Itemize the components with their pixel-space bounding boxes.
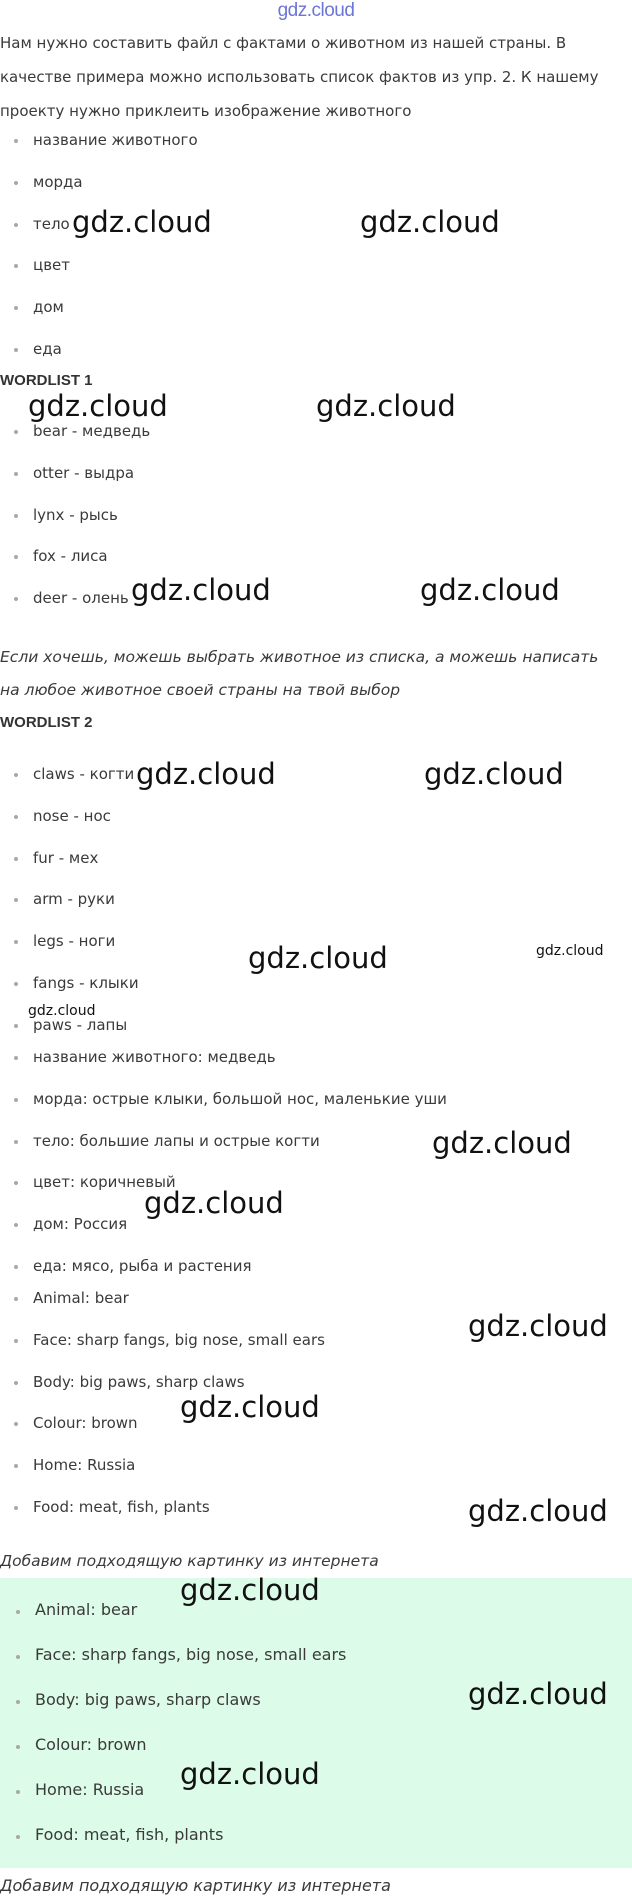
list-item: Body: big paws, sharp claws <box>0 1372 600 1414</box>
watermark: gdz.cloud <box>468 1309 608 1343</box>
list-item: тело <box>0 214 600 256</box>
watermark: gdz.cloud <box>248 941 388 975</box>
list-item: lynx - рысь <box>0 505 600 547</box>
list-item: Face: sharp fangs, big nose, small ears <box>0 1645 600 1690</box>
list-item: claws - когти <box>0 764 600 806</box>
list-item: fox - лиса <box>0 546 600 588</box>
list-item: Colour: brown <box>0 1413 600 1455</box>
list-item: название животного: медведь <box>0 1047 600 1089</box>
list-item: морда: острые клыки, большой нос, маленькие уши <box>0 1089 600 1131</box>
list-item: Animal: bear <box>0 1288 600 1330</box>
list-item: nose - нос <box>0 806 600 848</box>
list-item: Home: Russia <box>0 1780 600 1825</box>
list-item: Face: sharp fangs, big nose, small ears <box>0 1330 600 1372</box>
wordlist1-heading: WORDLIST 1 <box>0 372 93 389</box>
list-item: дом: Россия <box>0 1214 600 1256</box>
watermark: gdz.cloud <box>180 1390 320 1424</box>
list-item: название животного <box>0 130 600 172</box>
list-item: otter - выдра <box>0 463 600 505</box>
list-item: Colour: brown <box>0 1735 600 1780</box>
watermark: gdz.cloud <box>360 205 500 239</box>
facts-ru-list <box>0 1047 600 1298</box>
fields-list <box>0 130 600 381</box>
watermark: gdz.cloud <box>28 1003 96 1019</box>
wordlist2-heading: WORDLIST 2 <box>0 714 93 731</box>
watermark: gdz.cloud <box>424 757 564 791</box>
list-item: Body: big paws, sharp claws <box>0 1690 600 1735</box>
list-item: дом <box>0 297 600 339</box>
add-picture-text: Добавим подходящую картинку из интернета <box>0 1552 379 1570</box>
list-item: bear - медведь <box>0 421 600 463</box>
list-item: legs - ноги <box>0 931 600 973</box>
list-item: морда <box>0 172 600 214</box>
watermark: gdz.cloud <box>420 573 560 607</box>
list-item: fur - мех <box>0 848 600 890</box>
list-item: цвет <box>0 255 600 297</box>
watermark: gdz.cloud <box>536 943 604 959</box>
list-item: paws - лапы <box>0 1015 600 1057</box>
instruction-text: Если хочешь, можешь выбрать животное из списка, а можешь написать на любое животное своей страны на твой выбор <box>0 648 599 699</box>
intro-paragraph: Нам нужно составить файл с фактами о животном из нашей страны. В качестве примера можно использовать список фактов из упр. 2. К нашему проекту нужно приклеить изображение животного <box>0 34 599 120</box>
facts-en-green-list <box>0 1600 600 1870</box>
list-item: еда <box>0 339 600 381</box>
watermark: gdz.cloud <box>180 1573 320 1607</box>
list-item: fangs - клыки <box>0 973 600 1015</box>
add-picture-text: Добавим подходящую картинку из интернета <box>0 1876 391 1895</box>
watermark: gdz.cloud <box>468 1494 608 1528</box>
list-item: тело: большие лапы и острые когти <box>0 1131 600 1173</box>
watermark: gdz.cloud <box>131 573 271 607</box>
watermark: gdz.cloud <box>432 1126 572 1160</box>
list-item: arm - руки <box>0 889 600 931</box>
list-item: Food: meat, fish, plants <box>0 1497 600 1539</box>
watermark: gdz.cloud <box>136 757 276 791</box>
watermark: gdz.cloud <box>316 389 456 423</box>
watermark: gdz.cloud <box>468 1677 608 1711</box>
site-logo: gdz.cloud <box>277 0 355 21</box>
list-item: Home: Russia <box>0 1455 600 1497</box>
list-item: цвет: коричневый <box>0 1172 600 1214</box>
list-item: deer - олень <box>0 588 600 630</box>
watermark: gdz.cloud <box>144 1186 284 1220</box>
list-item: Food: meat, fish, plants <box>0 1825 600 1870</box>
list-item: Animal: bear <box>0 1600 600 1645</box>
watermark: gdz.cloud <box>28 389 168 423</box>
watermark: gdz.cloud <box>180 1757 320 1791</box>
answer-block <box>0 1578 632 1868</box>
watermark: gdz.cloud <box>72 205 212 239</box>
list-item: еда: мясо, рыба и растения <box>0 1256 600 1298</box>
